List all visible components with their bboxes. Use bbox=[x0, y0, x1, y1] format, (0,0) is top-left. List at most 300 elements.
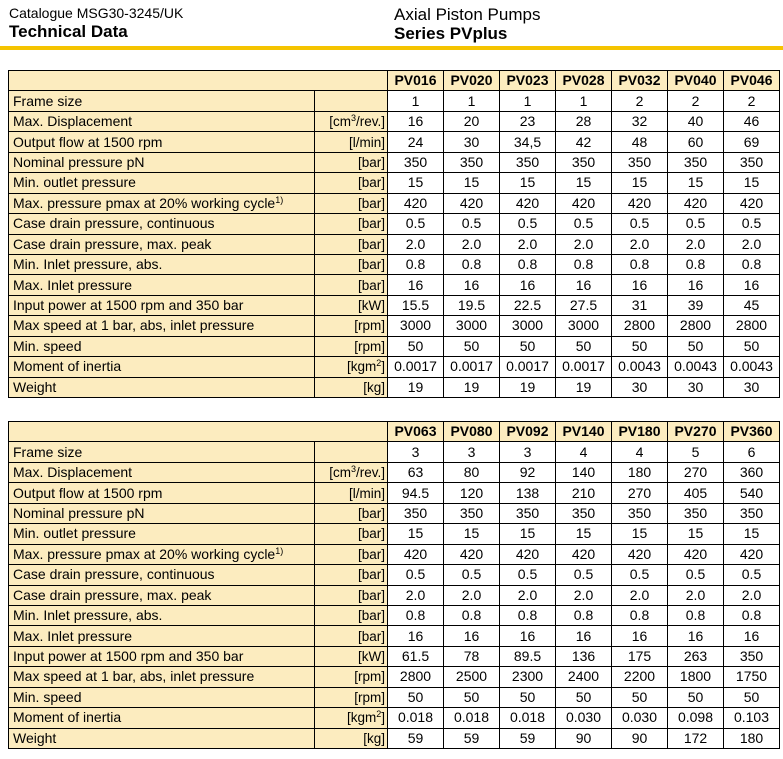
value-cell: 50 bbox=[612, 336, 668, 356]
value-cell: 45 bbox=[724, 295, 780, 315]
unit-cell: [kgm$^2$] bbox=[315, 357, 388, 377]
value-cell: 30 bbox=[444, 132, 500, 152]
value-cell: 3000 bbox=[556, 316, 612, 336]
table-row bbox=[9, 234, 780, 254]
value-cell: 1 bbox=[388, 91, 444, 111]
parameter-label: Weight bbox=[9, 377, 315, 397]
value-cell: 2 bbox=[612, 91, 668, 111]
table-row bbox=[9, 316, 780, 336]
value-cell: 15 bbox=[444, 524, 500, 544]
parameter-label: Min. outlet pressure bbox=[9, 173, 315, 193]
unit-cell: [rpm] bbox=[315, 336, 388, 356]
value-cell: 420 bbox=[388, 544, 444, 564]
value-cell: 16 bbox=[388, 111, 444, 131]
unit-cell: [bar] bbox=[315, 585, 388, 605]
value-cell: 350 bbox=[668, 152, 724, 172]
parameter-label: Frame size bbox=[9, 442, 315, 462]
table-row bbox=[9, 667, 780, 687]
value-cell: 1800 bbox=[668, 667, 724, 687]
header-corner-cell bbox=[9, 422, 388, 442]
value-cell: 0.8 bbox=[500, 254, 556, 274]
value-cell: 2.0 bbox=[444, 234, 500, 254]
section-title: Technical Data bbox=[9, 22, 128, 41]
parameter-label: Min. speed bbox=[9, 687, 315, 707]
value-cell: 3 bbox=[444, 442, 500, 462]
value-cell: 2 bbox=[668, 91, 724, 111]
spec-table-small-frames bbox=[8, 70, 780, 398]
value-cell: 0.018 bbox=[500, 708, 556, 728]
model-header-cell: PV016 bbox=[388, 71, 444, 91]
value-cell: 1 bbox=[556, 91, 612, 111]
model-header-cell: PV092 bbox=[500, 422, 556, 442]
parameter-label: Max speed at 1 bar, abs, inlet pressure bbox=[9, 667, 315, 687]
value-cell: 2.0 bbox=[612, 585, 668, 605]
parameter-label: Nominal pressure pN bbox=[9, 503, 315, 523]
value-cell: 16 bbox=[556, 626, 612, 646]
value-cell: 2.0 bbox=[724, 585, 780, 605]
model-header-cell: PV046 bbox=[724, 71, 780, 91]
unit-cell: [rpm] bbox=[315, 667, 388, 687]
value-cell: 0.8 bbox=[388, 254, 444, 274]
value-cell: 405 bbox=[668, 483, 724, 503]
value-cell: 2.0 bbox=[444, 585, 500, 605]
value-cell: 350 bbox=[500, 503, 556, 523]
unit-cell: [bar] bbox=[315, 565, 388, 585]
value-cell: 350 bbox=[388, 503, 444, 523]
table-row bbox=[9, 111, 780, 131]
value-cell: 420 bbox=[500, 193, 556, 213]
value-cell: 420 bbox=[724, 544, 780, 564]
value-cell: 180 bbox=[612, 462, 668, 482]
unit-cell: $[cm^3/rev.]$ bbox=[315, 111, 388, 131]
value-cell: 50 bbox=[668, 687, 724, 707]
model-header-cell: PV028 bbox=[556, 71, 612, 91]
value-cell: 0.5 bbox=[668, 214, 724, 234]
value-cell: 210 bbox=[556, 483, 612, 503]
value-cell: 80 bbox=[444, 462, 500, 482]
table-row bbox=[9, 254, 780, 274]
value-cell: 540 bbox=[724, 483, 780, 503]
parameter-label: Min. Inlet pressure, abs. bbox=[9, 605, 315, 625]
value-cell: 16 bbox=[612, 626, 668, 646]
value-cell: 2.0 bbox=[612, 234, 668, 254]
table-row bbox=[9, 377, 780, 397]
value-cell: 0.0043 bbox=[612, 357, 668, 377]
model-header-cell: PV180 bbox=[612, 422, 668, 442]
model-header-cell: PV063 bbox=[388, 422, 444, 442]
value-cell: 350 bbox=[724, 646, 780, 666]
value-cell: 19 bbox=[556, 377, 612, 397]
parameter-label: Min. outlet pressure bbox=[9, 524, 315, 544]
value-cell: 0.0017 bbox=[500, 357, 556, 377]
table-row bbox=[9, 214, 780, 234]
unit-cell: [bar] bbox=[315, 524, 388, 544]
value-cell: 0.5 bbox=[556, 214, 612, 234]
value-cell: 48 bbox=[612, 132, 668, 152]
unit-cell: [bar] bbox=[315, 544, 388, 564]
value-cell: 172 bbox=[668, 728, 724, 748]
value-cell: 30 bbox=[612, 377, 668, 397]
parameter-label: Input power at 1500 rpm and 350 bar bbox=[9, 295, 315, 315]
value-cell: 30 bbox=[724, 377, 780, 397]
value-cell: 0.8 bbox=[668, 254, 724, 274]
value-cell: 50 bbox=[500, 336, 556, 356]
value-cell: 15 bbox=[668, 524, 724, 544]
unit-cell: [kg] bbox=[315, 728, 388, 748]
value-cell: 420 bbox=[668, 193, 724, 213]
value-cell: 0.8 bbox=[612, 254, 668, 274]
model-header-cell: PV270 bbox=[668, 422, 724, 442]
value-cell: 180 bbox=[724, 728, 780, 748]
value-cell: 2 bbox=[724, 91, 780, 111]
value-cell: 2300 bbox=[500, 667, 556, 687]
value-cell: 50 bbox=[556, 336, 612, 356]
value-cell: 31 bbox=[612, 295, 668, 315]
value-cell: 0.0017 bbox=[388, 357, 444, 377]
table-row bbox=[9, 132, 780, 152]
unit-cell: [bar] bbox=[315, 234, 388, 254]
unit-cell: $[cm^3/rev.]$ bbox=[315, 462, 388, 482]
table-row bbox=[9, 503, 780, 523]
parameter-label: Frame size bbox=[9, 91, 315, 111]
value-cell: 19 bbox=[444, 377, 500, 397]
table-row bbox=[9, 687, 780, 707]
parameter-label: Output flow at 1500 rpm bbox=[9, 132, 315, 152]
header-rule bbox=[0, 46, 783, 50]
value-cell: 350 bbox=[500, 152, 556, 172]
value-cell: 350 bbox=[556, 503, 612, 523]
value-cell: 0.5 bbox=[444, 214, 500, 234]
value-cell: 263 bbox=[668, 646, 724, 666]
value-cell: 420 bbox=[612, 544, 668, 564]
value-cell: 350 bbox=[668, 503, 724, 523]
value-cell: 59 bbox=[388, 728, 444, 748]
value-cell: 2.0 bbox=[500, 585, 556, 605]
unit-cell: [rpm] bbox=[315, 316, 388, 336]
value-cell: 0.5 bbox=[500, 565, 556, 585]
model-header-cell: PV032 bbox=[612, 71, 668, 91]
value-cell: 89.5 bbox=[500, 646, 556, 666]
value-cell: 1 bbox=[444, 91, 500, 111]
value-cell: 2800 bbox=[388, 667, 444, 687]
table-row bbox=[9, 524, 780, 544]
value-cell: 2800 bbox=[612, 316, 668, 336]
model-header-row bbox=[9, 71, 780, 91]
value-cell: 90 bbox=[556, 728, 612, 748]
value-cell: 420 bbox=[500, 544, 556, 564]
table-row bbox=[9, 152, 780, 172]
table-row bbox=[9, 483, 780, 503]
value-cell: 16 bbox=[444, 275, 500, 295]
value-cell: 46 bbox=[724, 111, 780, 131]
unit-cell: [kg] bbox=[315, 377, 388, 397]
value-cell: 0.5 bbox=[724, 214, 780, 234]
value-cell: 175 bbox=[612, 646, 668, 666]
value-cell: 2.0 bbox=[556, 234, 612, 254]
parameter-label: Case drain pressure, max. peak bbox=[9, 585, 315, 605]
header-corner-cell bbox=[9, 71, 388, 91]
table-row bbox=[9, 544, 780, 564]
value-cell: 3000 bbox=[500, 316, 556, 336]
value-cell: 32 bbox=[612, 111, 668, 131]
value-cell: 0.5 bbox=[724, 565, 780, 585]
value-cell: 0.8 bbox=[556, 254, 612, 274]
value-cell: 3 bbox=[388, 442, 444, 462]
value-cell: 30 bbox=[668, 377, 724, 397]
unit-cell: [bar] bbox=[315, 214, 388, 234]
value-cell: 3000 bbox=[444, 316, 500, 336]
table-row bbox=[9, 646, 780, 666]
value-cell: 34,5 bbox=[500, 132, 556, 152]
value-cell: 420 bbox=[444, 193, 500, 213]
unit-cell: [bar] bbox=[315, 626, 388, 646]
value-cell: 90 bbox=[612, 728, 668, 748]
parameter-label: Nominal pressure pN bbox=[9, 152, 315, 172]
value-cell: 15 bbox=[724, 524, 780, 544]
value-cell: 15 bbox=[668, 173, 724, 193]
parameter-label: Max. Displacement bbox=[9, 111, 315, 131]
value-cell: 0.018 bbox=[388, 708, 444, 728]
document-header-right bbox=[394, 5, 540, 44]
value-cell: 0.8 bbox=[556, 605, 612, 625]
value-cell: 50 bbox=[724, 687, 780, 707]
unit-cell: [bar] bbox=[315, 254, 388, 274]
parameter-label: Input power at 1500 rpm and 350 bar bbox=[9, 646, 315, 666]
value-cell: 39 bbox=[668, 295, 724, 315]
table-row bbox=[9, 708, 780, 728]
value-cell: 0.8 bbox=[724, 605, 780, 625]
table-row bbox=[9, 91, 780, 111]
parameter-label: Max speed at 1 bar, abs, inlet pressure bbox=[9, 316, 315, 336]
value-cell: 2.0 bbox=[668, 234, 724, 254]
value-cell: 0.5 bbox=[388, 214, 444, 234]
unit-cell: [bar] bbox=[315, 152, 388, 172]
value-cell: 2800 bbox=[668, 316, 724, 336]
unit-cell: [l/min] bbox=[315, 132, 388, 152]
model-header-cell: PV023 bbox=[500, 71, 556, 91]
unit-cell: [kW] bbox=[315, 295, 388, 315]
value-cell: 24 bbox=[388, 132, 444, 152]
unit-cell: [rpm] bbox=[315, 687, 388, 707]
model-header-cell: PV140 bbox=[556, 422, 612, 442]
value-cell: 0.8 bbox=[500, 605, 556, 625]
value-cell: 2.0 bbox=[388, 585, 444, 605]
value-cell: 50 bbox=[724, 336, 780, 356]
table-row bbox=[9, 193, 780, 213]
parameter-label: Min. Inlet pressure, abs. bbox=[9, 254, 315, 274]
value-cell: 0.030 bbox=[556, 708, 612, 728]
value-cell: 16 bbox=[500, 275, 556, 295]
parameter-label: Weight bbox=[9, 728, 315, 748]
value-cell: 0.5 bbox=[388, 565, 444, 585]
value-cell: 2.0 bbox=[500, 234, 556, 254]
value-cell: 350 bbox=[444, 152, 500, 172]
model-header-row bbox=[9, 422, 780, 442]
value-cell: 4 bbox=[556, 442, 612, 462]
value-cell: 16 bbox=[668, 626, 724, 646]
value-cell: 0.5 bbox=[612, 214, 668, 234]
parameter-label: Case drain pressure, max. peak bbox=[9, 234, 315, 254]
value-cell: 420 bbox=[388, 193, 444, 213]
value-cell: 50 bbox=[612, 687, 668, 707]
unit-cell: [bar] bbox=[315, 275, 388, 295]
unit-cell bbox=[315, 442, 388, 462]
table-row bbox=[9, 442, 780, 462]
value-cell: 420 bbox=[444, 544, 500, 564]
value-cell: 0.8 bbox=[612, 605, 668, 625]
value-cell: 19 bbox=[500, 377, 556, 397]
value-cell: 2.0 bbox=[724, 234, 780, 254]
value-cell: 420 bbox=[612, 193, 668, 213]
value-cell: 136 bbox=[556, 646, 612, 666]
table-row bbox=[9, 173, 780, 193]
value-cell: 92 bbox=[500, 462, 556, 482]
value-cell: 2400 bbox=[556, 667, 612, 687]
value-cell: 19 bbox=[388, 377, 444, 397]
value-cell: 16 bbox=[724, 626, 780, 646]
value-cell: 420 bbox=[556, 193, 612, 213]
value-cell: 60 bbox=[668, 132, 724, 152]
value-cell: 69 bbox=[724, 132, 780, 152]
value-cell: 420 bbox=[724, 193, 780, 213]
value-cell: 0.5 bbox=[444, 565, 500, 585]
value-cell: 78 bbox=[444, 646, 500, 666]
table-row bbox=[9, 605, 780, 625]
table-row bbox=[9, 275, 780, 295]
value-cell: 350 bbox=[612, 152, 668, 172]
value-cell: 15.5 bbox=[388, 295, 444, 315]
value-cell: 61.5 bbox=[388, 646, 444, 666]
value-cell: 0.5 bbox=[612, 565, 668, 585]
value-cell: 16 bbox=[388, 275, 444, 295]
value-cell: 350 bbox=[612, 503, 668, 523]
value-cell: 1 bbox=[500, 91, 556, 111]
value-cell: 15 bbox=[556, 524, 612, 544]
value-cell: 350 bbox=[444, 503, 500, 523]
value-cell: 15 bbox=[556, 173, 612, 193]
parameter-label: Max. Inlet pressure bbox=[9, 275, 315, 295]
unit-cell: [bar] bbox=[315, 503, 388, 523]
parameter-label: Max. Inlet pressure bbox=[9, 626, 315, 646]
parameter-label: Min. speed bbox=[9, 336, 315, 356]
value-cell: 15 bbox=[500, 524, 556, 544]
unit-cell bbox=[315, 91, 388, 111]
table-row bbox=[9, 357, 780, 377]
value-cell: 16 bbox=[556, 275, 612, 295]
value-cell: 16 bbox=[500, 626, 556, 646]
value-cell: 420 bbox=[668, 544, 724, 564]
table-row bbox=[9, 728, 780, 748]
value-cell: 16 bbox=[724, 275, 780, 295]
parameter-label: Moment of inertia bbox=[9, 708, 315, 728]
parameter-label: Moment of inertia bbox=[9, 357, 315, 377]
value-cell: 15 bbox=[724, 173, 780, 193]
value-cell: 59 bbox=[444, 728, 500, 748]
parameter-label: Max. pressure pmax at 20% working cycle$^{1)}$ bbox=[9, 544, 315, 564]
value-cell: 16 bbox=[612, 275, 668, 295]
value-cell: 16 bbox=[388, 626, 444, 646]
value-cell: 0.018 bbox=[444, 708, 500, 728]
value-cell: 0.0017 bbox=[444, 357, 500, 377]
value-cell: 40 bbox=[668, 111, 724, 131]
value-cell: 15 bbox=[500, 173, 556, 193]
value-cell: 270 bbox=[612, 483, 668, 503]
parameter-label: Max. pressure pmax at 20% working cycle$^{1)}$ bbox=[9, 193, 315, 213]
value-cell: 63 bbox=[388, 462, 444, 482]
unit-cell: [bar] bbox=[315, 173, 388, 193]
value-cell: 0.5 bbox=[500, 214, 556, 234]
parameter-label: Output flow at 1500 rpm bbox=[9, 483, 315, 503]
model-header-cell: PV360 bbox=[724, 422, 780, 442]
value-cell: 2800 bbox=[724, 316, 780, 336]
value-cell: 120 bbox=[444, 483, 500, 503]
value-cell: 3 bbox=[500, 442, 556, 462]
parameter-label: Case drain pressure, continuous bbox=[9, 214, 315, 234]
unit-cell: [bar] bbox=[315, 605, 388, 625]
parameter-label: Case drain pressure, continuous bbox=[9, 565, 315, 585]
value-cell: 3000 bbox=[388, 316, 444, 336]
parameter-label: Max. Displacement bbox=[9, 462, 315, 482]
value-cell: 2.0 bbox=[388, 234, 444, 254]
value-cell: 140 bbox=[556, 462, 612, 482]
value-cell: 5 bbox=[668, 442, 724, 462]
value-cell: 19.5 bbox=[444, 295, 500, 315]
value-cell: 50 bbox=[388, 687, 444, 707]
value-cell: 420 bbox=[556, 544, 612, 564]
value-cell: 0.030 bbox=[612, 708, 668, 728]
value-cell: 50 bbox=[444, 336, 500, 356]
value-cell: 2.0 bbox=[556, 585, 612, 605]
value-cell: 42 bbox=[556, 132, 612, 152]
series-title: Series PVplus bbox=[394, 24, 508, 43]
value-cell: 15 bbox=[612, 173, 668, 193]
value-cell: 50 bbox=[388, 336, 444, 356]
value-cell: 350 bbox=[556, 152, 612, 172]
table-row bbox=[9, 462, 780, 482]
value-cell: 50 bbox=[556, 687, 612, 707]
table-row bbox=[9, 565, 780, 585]
value-cell: 22.5 bbox=[500, 295, 556, 315]
value-cell: 0.8 bbox=[444, 254, 500, 274]
value-cell: 6 bbox=[724, 442, 780, 462]
value-cell: 15 bbox=[444, 173, 500, 193]
unit-cell: [kgm$^2$] bbox=[315, 708, 388, 728]
value-cell: 28 bbox=[556, 111, 612, 131]
value-cell: 0.8 bbox=[724, 254, 780, 274]
value-cell: 16 bbox=[444, 626, 500, 646]
value-cell: 0.5 bbox=[556, 565, 612, 585]
table-row bbox=[9, 295, 780, 315]
value-cell: 0.8 bbox=[444, 605, 500, 625]
catalogue-number: Catalogue MSG30-3245/UK bbox=[9, 5, 184, 21]
value-cell: 27.5 bbox=[556, 295, 612, 315]
value-cell: 270 bbox=[668, 462, 724, 482]
value-cell: 20 bbox=[444, 111, 500, 131]
value-cell: 0.103 bbox=[724, 708, 780, 728]
product-title: Axial Piston Pumps bbox=[394, 5, 541, 24]
value-cell: 350 bbox=[724, 503, 780, 523]
unit-cell: [l/min] bbox=[315, 483, 388, 503]
value-cell: 0.0017 bbox=[556, 357, 612, 377]
unit-cell: [bar] bbox=[315, 193, 388, 213]
value-cell: 0.098 bbox=[668, 708, 724, 728]
value-cell: 138 bbox=[500, 483, 556, 503]
value-cell: 2.0 bbox=[668, 585, 724, 605]
value-cell: 350 bbox=[724, 152, 780, 172]
value-cell: 2200 bbox=[612, 667, 668, 687]
value-cell: 50 bbox=[668, 336, 724, 356]
value-cell: 0.8 bbox=[668, 605, 724, 625]
